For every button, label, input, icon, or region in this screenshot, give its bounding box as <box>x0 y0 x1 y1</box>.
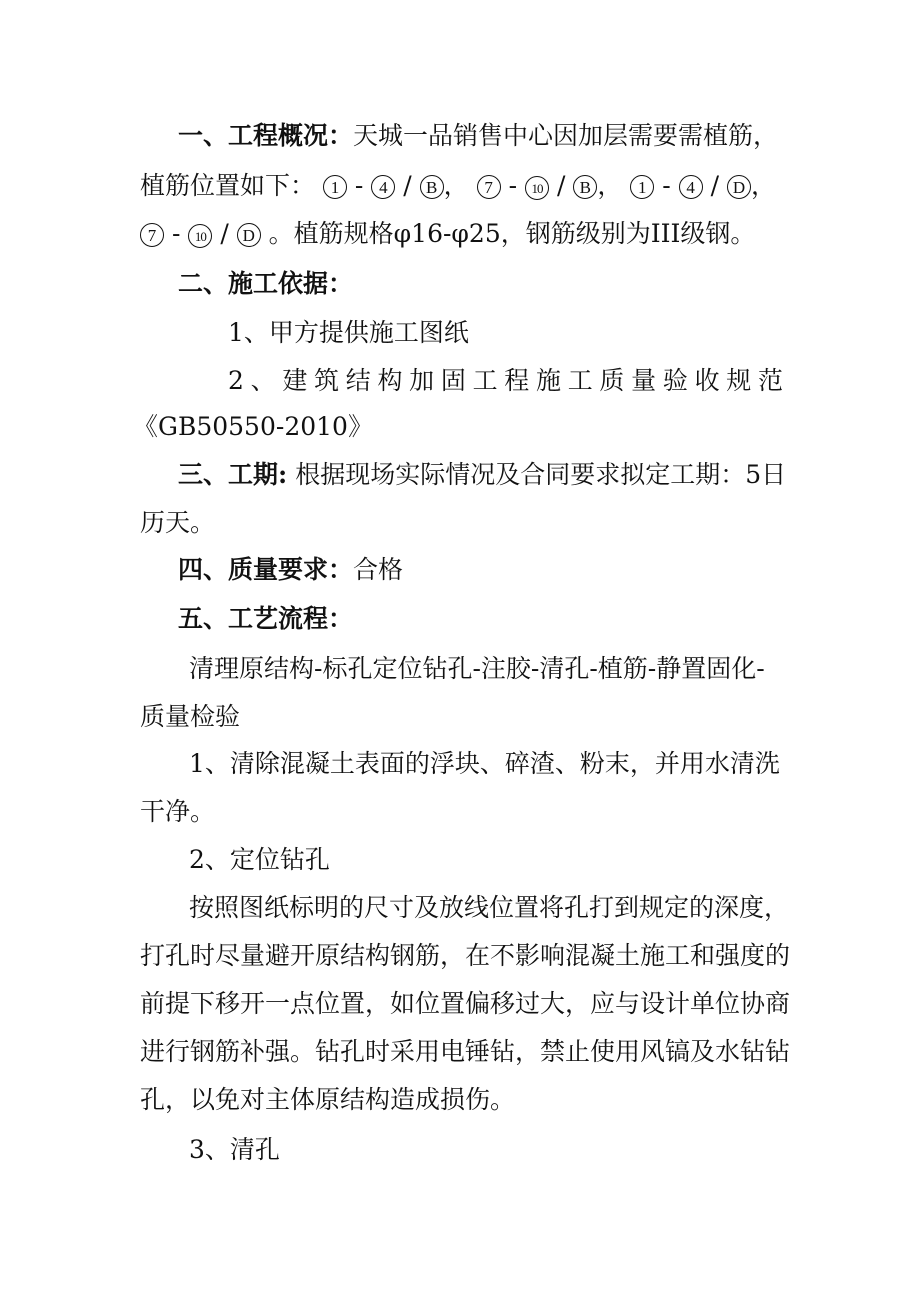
location-d: 7 - 10 / D <box>140 219 269 248</box>
overview-text-1: 天城一品销售中心因加层需要需植筋， <box>353 121 779 150</box>
axis-marker: D <box>237 223 261 247</box>
overview-line-1 <box>178 121 783 151</box>
axis-marker: 10 <box>188 224 212 248</box>
basis-heading: 二、施工依据： <box>178 269 354 298</box>
quality-text: 合格 <box>353 555 404 584</box>
axis-marker: 10 <box>525 176 549 200</box>
axis-marker: B <box>573 175 597 199</box>
schedule-text-2: 历天。 <box>140 508 216 537</box>
quality-line <box>178 555 823 585</box>
step-2-line-3: 前提下移开一点位置，如位置偏移过大，应与设计单位协商 <box>140 989 791 1018</box>
axis-marker: 7 <box>140 223 164 247</box>
location-a: 1 - 4 / B ， <box>323 171 477 200</box>
step-2-line-5: 孔，以免对主体原结构造成损伤。 <box>140 1085 516 1114</box>
basis-item-2-line-1: 2、建筑结构加固工程施工质量验收规范 <box>228 366 783 395</box>
step-2-line-1: 按照图纸标明的尺寸及放线位置将孔打到规定的深度， <box>189 893 790 922</box>
step-2-line-2: 打孔时尽量避开原结构钢筋，在不影响混凝土施工和强度的 <box>140 941 791 970</box>
axis-marker: D <box>727 175 751 199</box>
process-heading: 五、工艺流程： <box>178 604 354 633</box>
overview-text-2: 植筋位置如下： <box>140 171 316 200</box>
step-1-line-1: 1、清除混凝土表面的浮块、碎渣、粉末，并用水清洗 <box>189 749 780 778</box>
quality-heading: 四、质量要求： <box>178 555 354 584</box>
axis-marker: 4 <box>371 175 395 199</box>
axis-marker: 1 <box>323 175 347 199</box>
axis-marker: 4 <box>679 175 703 199</box>
overview-line-2 <box>140 171 785 201</box>
process-flow-line-1: 清理原结构-标孔定位钻孔-注胶-清孔-植筋-静置固化- <box>189 654 765 683</box>
step-2-title: 2、定位钻孔 <box>189 845 330 874</box>
basis-item-1: 1、甲方提供施工图纸 <box>228 318 469 347</box>
basis-item-2-line-2: 《GB50550-2010》 <box>133 412 373 441</box>
location-b: 7 - 10 / B ， <box>477 171 631 200</box>
step-1-line-2: 干净。 <box>140 797 216 826</box>
overview-heading: 一、工程概况： <box>178 121 354 150</box>
schedule-line-1 <box>178 460 787 490</box>
overview-line-3 <box>140 219 785 249</box>
axis-marker: B <box>420 175 444 199</box>
location-c: 1 - 4 / D ， <box>630 171 776 200</box>
schedule-text-1: 根据现场实际情况及合同要求拟定工期：5日 <box>295 460 787 489</box>
axis-marker: 7 <box>477 175 501 199</box>
process-flow-line-2: 质量检验 <box>140 702 241 731</box>
spec-text: 。植筋规格φ16-φ25，钢筋级别为III级钢。 <box>268 219 756 248</box>
schedule-heading: 三、工期: <box>178 460 288 489</box>
axis-marker: 1 <box>630 175 654 199</box>
step-2-line-4: 进行钢筋补强。钻孔时采用电锤钻，禁止使用风镐及水钻钻 <box>140 1037 791 1066</box>
step-3-title: 3、清孔 <box>189 1135 280 1164</box>
